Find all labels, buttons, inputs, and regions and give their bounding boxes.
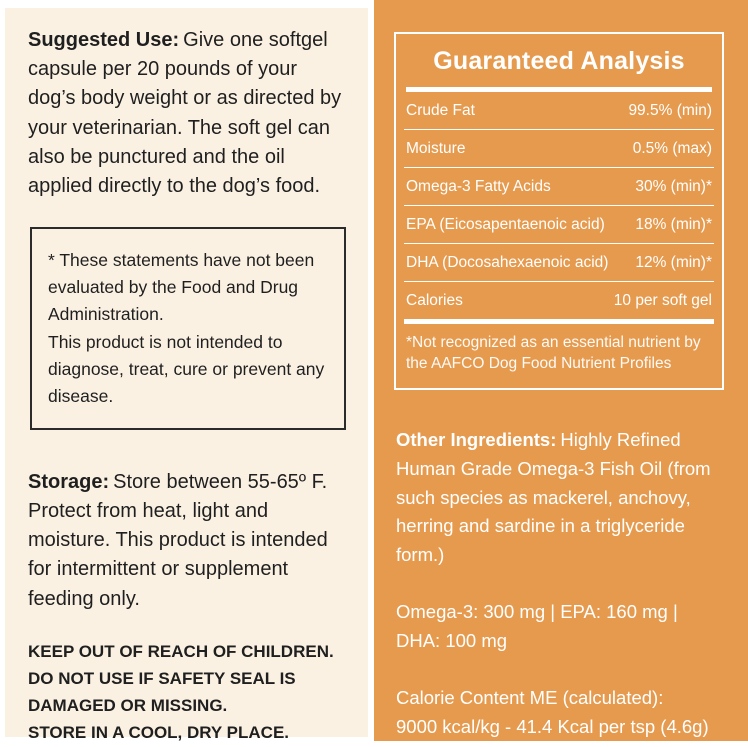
row-label: Crude Fat — [406, 102, 475, 119]
suggested-use-paragraph — [28, 26, 350, 201]
row-label: Moisture — [406, 140, 466, 157]
row-label: Calories — [406, 292, 463, 309]
disclaimer-sentence-2: This product is not intended to diagnose, treat, cure or prevent any disease. — [48, 331, 325, 406]
aafco-footnote: *Not recognized as an essential nutrient by the AAFCO Dog Food Nutrient Profiles — [406, 334, 701, 372]
storage-paragraph — [28, 468, 350, 614]
row-value: 30% (min)* — [635, 178, 712, 195]
analysis-row-dha — [404, 244, 714, 282]
warning-line-safety-seal: DO NOT USE IF SAFETY SEAL IS DAMAGED OR MISSING. — [28, 669, 296, 716]
supplement-amounts — [396, 598, 740, 656]
calorie-content-line-1: Calorie Content ME (calculated): — [396, 686, 664, 708]
analysis-row-crude-fat — [404, 92, 714, 130]
analysis-row-calories — [404, 282, 714, 319]
analysis-row-moisture — [404, 130, 714, 168]
row-label: EPA (Eicosapentaenoic acid) — [406, 216, 605, 233]
warning-line-storage: STORE IN A COOL, DRY PLACE. — [28, 723, 290, 743]
disclaimer-sentence-1: * These statements have not been evaluated by the Food and Drug Administration. — [48, 250, 315, 325]
analysis-row-epa — [404, 206, 714, 244]
other-ingredients-heading: Other Ingredients: — [396, 428, 557, 450]
other-ingredients-paragraph — [396, 426, 734, 570]
guaranteed-analysis-box — [394, 32, 724, 390]
calorie-content-line-2: 9000 kcal/kg - 41.4 Kcal per tsp (4.6g) — [396, 715, 709, 737]
calorie-content-block — [396, 684, 740, 742]
row-value: 99.5% (min) — [628, 102, 712, 119]
row-value: 10 per soft gel — [613, 292, 712, 309]
suggested-use-heading: Suggested Use: — [28, 29, 180, 51]
analysis-rows — [396, 92, 722, 319]
row-label: DHA (Docosahexaenoic acid) — [406, 254, 609, 271]
warnings-block — [28, 638, 358, 747]
guaranteed-analysis-title: Guaranteed Analysis — [433, 47, 685, 75]
storage-heading: Storage: — [28, 470, 110, 493]
suggested-use-body: Give one softgel capsule per 20 pounds of your dog’s body weight or as directed by your veterinarian. The soft gel can also be punctured and the oil applied directly to the dog’s food. — [28, 29, 342, 197]
warning-line-children: KEEP OUT OF REACH OF CHILDREN. — [28, 641, 334, 661]
guaranteed-analysis-panel — [374, 0, 748, 741]
amounts-line-1: Omega-3: 300 mg | EPA: 160 mg | — [396, 601, 678, 623]
row-value: 12% (min)* — [635, 254, 712, 271]
other-ingredients-body: Highly Refined Human Grade Omega-3 Fish Oil (from such species as mackerel, anchovy, herring and sardine in a triglyceride form.) — [396, 428, 711, 566]
storage-body: Store between 55-65º F. Protect from heat, light and moisture. This product is intended for intermittent or supplement feeding only. — [28, 470, 328, 610]
row-value: 0.5% (max) — [632, 140, 712, 157]
fda-disclaimer-box — [30, 227, 346, 430]
row-label: Omega-3 Fatty Acids — [406, 178, 551, 195]
usage-panel — [5, 8, 368, 743]
row-value: 18% (min)* — [635, 216, 712, 233]
amounts-line-2: DHA: 100 mg — [396, 630, 508, 651]
analysis-row-omega3 — [404, 168, 714, 206]
